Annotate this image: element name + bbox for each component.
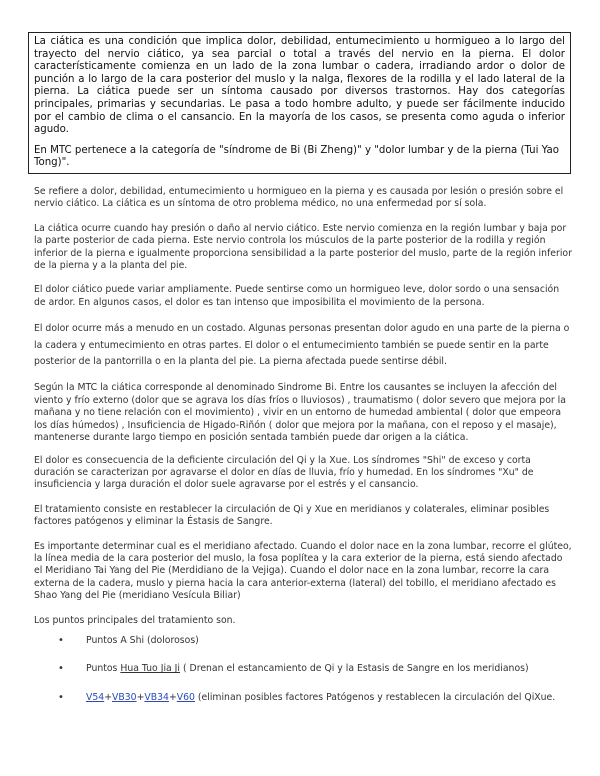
list-item-suffix: (eliminan posibles factores Patógenos y restablecen la circulación del QiXue. xyxy=(194,691,556,703)
list-item xyxy=(58,663,572,675)
bullet-icon: • xyxy=(58,663,64,675)
point-link-vb34[interactable]: VB34 xyxy=(144,691,169,703)
paragraph-qi-xue-circulation: El dolor es consecuencia de la deficiente circulación del Qi y la Xue. Los síndromes "Shi" de exceso y corta duración se caracterizan por agravarse el dolor en días de lluvia, frío y humedad. En los síndromes "Xu" de insuficiencia y larga duración el dolor suele agravarse por el estrés y el cansancio. xyxy=(34,454,534,491)
mtc-category-paragraph: En MTC pertenece a la categoría de "síndrome de Bi (Bi Zheng)" y "dolor lumbar y de la pierna (Tui Yao Tong)". xyxy=(34,144,559,169)
summary-paragraph: La ciática es una condición que implica dolor, debilidad, entumecimiento u hormigueo a lo largo del trayecto del nervio ciático, ya sea parcial o total a través del nervio en la pierna. El dolor característicamente comienza en un lado de la zona lumbar o cadera, irradiando ardor o dolor de punción a lo largo de la cara posterior del muslo y la nalga, flexores de la rodilla y el lado lateral de la pierna. La ciática puede ser un síntoma causado por diversos trastornos. Hay dos categorías principales, primarias y secundarias. Le pasa a todo hombre adulto, y puede ser fácilmente inducido por el cambio de clima o el cansancio. En la mayoría de los casos, se presenta como aguda o inferior agudo. xyxy=(34,36,565,136)
paragraph-main-points-intro: Los puntos principales del tratamiento son. xyxy=(34,614,236,626)
hua-tuo-jia-ji-link[interactable]: Hua Tuo Jia Ji xyxy=(120,663,180,675)
summary-box xyxy=(28,32,571,174)
treatment-points-list xyxy=(34,635,572,704)
bullet-icon: • xyxy=(58,634,64,646)
plus-sign: + xyxy=(136,691,145,703)
list-item-prefix: Puntos xyxy=(86,663,121,675)
paragraph-pain-location: El dolor ocurre más a menudo en un costado. Algunas personas presentan dolor agudo en una parte de la pierna o la cadera y entumecimiento en otras partes. El dolor o el entumecimiento también se puede sentir en la parte posterior de la pantorrilla o en la planta del pie. La pierna afectada puede sentirse débil. xyxy=(34,323,570,368)
list-item xyxy=(58,691,572,704)
paragraph-treatment: El tratamiento consiste en restablecer la circulación de Qi y Xue en meridianos y colaterales, eliminar posibles factores patógenos y eliminar la Éstasis de Sangre. xyxy=(34,503,550,528)
plus-sign: + xyxy=(168,691,177,703)
list-item-text: Puntos A Shi (dolorosos) xyxy=(86,634,199,646)
plus-sign: + xyxy=(104,691,112,703)
paragraph-definition: Se refiere a dolor, debilidad, entumecimiento u hormigueo en la pierna y es causada por lesión o presión sobre el nervio ciático. La ciática es un síntoma de otro problema médico, no una enfermedad por sí sola. xyxy=(34,186,564,210)
paragraph-pain-variation: El dolor ciático puede variar ampliamente. Puede sentirse como un hormigueo leve, dolor sordo o una sensación de ardor. En algunos casos, el dolor es tan intenso que imposibilita el movimiento de la persona. xyxy=(34,284,560,308)
document-body xyxy=(34,186,572,720)
paragraph-meridian: Es importante determinar cual es el meridiano afectado. Cuando el dolor nace en la zona lumbar, recorre el glúteo, la línea media de la cara posterior del muslo, la fosa poplítea y la cara exterior de la pierna, está siendo afectado el Meridiano Tai Yang del Pie (Merdidiano de la Vejiga). Cuando el dolor nace en la zona lumbar, recorre la cara externa de la cadera, muslo y pierna hacia la cara anterior-externa (lateral) del tobillo, el meridiano afectado es Shao Yang del Pie (meridiano Vesícula Biliar) xyxy=(34,540,572,602)
paragraph-causes: La ciática ocurre cuando hay presión o daño al nervio ciático. Este nervio comienza en la región lumbar y baja por la parte posterior de cada pierna. Este nervio controla los músculos de la parte posterior de la rodilla y región inferior de la pierna e igualmente proporciona sensibilidad a la parte posterior del muslo, parte de la región inferior de la pierna y a la planta del pie. xyxy=(34,222,572,272)
point-link-v60[interactable]: V60 xyxy=(176,691,195,703)
paragraph-mtc-bi-syndrome: Según la MTC la ciática corresponde al denominado Sindrome Bi. Entre los causantes se incluyen la afección del viento y frío externo (dolor que se agrava los días fríos o lluviosos) , traumatismo ( dolor severo que mejora por la mañana y no tiene relación con el movimiento) , vivir en un entorno de humedad ambiental ( dolor que empeora los días húmedos) , Insuficiencia de Higado-Riñón ( dolor que mejora por la mañana, con el reposo y el masaje), mantenerse durante largo tiempo en posición sentada también puede dar origen a la ciática. xyxy=(34,382,566,444)
bullet-icon: • xyxy=(58,691,64,703)
point-link-v54[interactable]: V54 xyxy=(86,691,105,703)
list-item-suffix: ( Drenan el estancamiento de Qi y la Estasis de Sangre en los meridianos) xyxy=(180,663,529,675)
list-item xyxy=(58,634,572,647)
point-link-vb30[interactable]: VB30 xyxy=(112,691,137,703)
